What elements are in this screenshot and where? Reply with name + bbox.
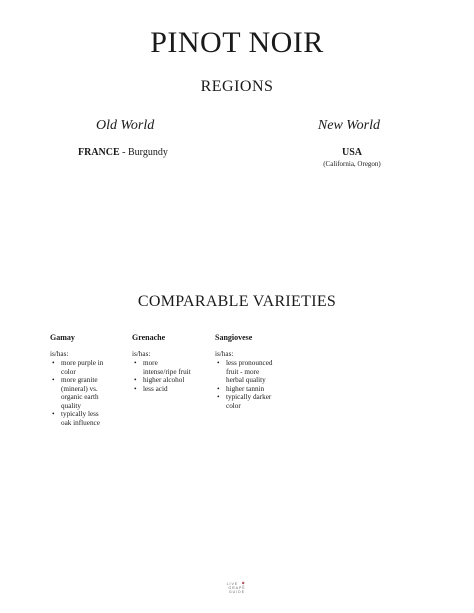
variety-point: • less acid (143, 385, 192, 394)
variety-name: Gamay (50, 333, 75, 342)
variety-point: • higher tannin (226, 385, 277, 394)
old-world-separator: - (119, 147, 129, 158)
logo-line-2: GRAPE (228, 586, 246, 590)
logo-line-3: GUIDE (228, 590, 246, 594)
variety-points (132, 359, 192, 393)
variety-point: • higher alcohol (143, 376, 192, 385)
variety-point: • typically less oak influence (61, 410, 110, 427)
page-title: PINOT NOIR (150, 26, 324, 59)
variety-intro: is/has: (132, 349, 151, 358)
old-world-heading: Old World (96, 118, 155, 133)
variety-name: Grenache (132, 333, 166, 342)
variety-points (50, 359, 110, 427)
new-world-country: USA (341, 147, 362, 158)
variety-intro: is/has: (50, 349, 69, 358)
variety-points (215, 359, 277, 410)
variety-point: • typically darker color (226, 393, 277, 410)
comparable-heading: COMPARABLE VARIETIES (137, 293, 337, 310)
variety-name: Sangiovese (215, 333, 253, 342)
variety-grenache (132, 334, 192, 393)
regions-heading: REGIONS (200, 78, 274, 95)
old-world-area: Burgundy (128, 147, 168, 158)
variety-gamay (50, 334, 110, 427)
new-world-detail: (California, Oregon) (323, 160, 381, 168)
new-world-heading: New World (317, 118, 380, 133)
variety-point: • more intense/ripe fruit (143, 359, 192, 376)
variety-point: • more purple in color (61, 359, 110, 376)
logo-line-1: LIVE (226, 582, 239, 586)
old-world-region (78, 147, 168, 158)
new-world-region (312, 147, 392, 168)
old-world-country: FRANCE (78, 147, 120, 158)
variety-point: • more granite (mineral) vs. organic earth quality (61, 376, 110, 410)
wine-glass-icon: 🍷 (240, 581, 248, 587)
variety-intro: is/has: (215, 349, 234, 358)
variety-sangiovese (215, 334, 277, 410)
variety-point: • less pronounced fruit - more herbal quality (226, 359, 277, 385)
brand-logo (217, 582, 257, 594)
